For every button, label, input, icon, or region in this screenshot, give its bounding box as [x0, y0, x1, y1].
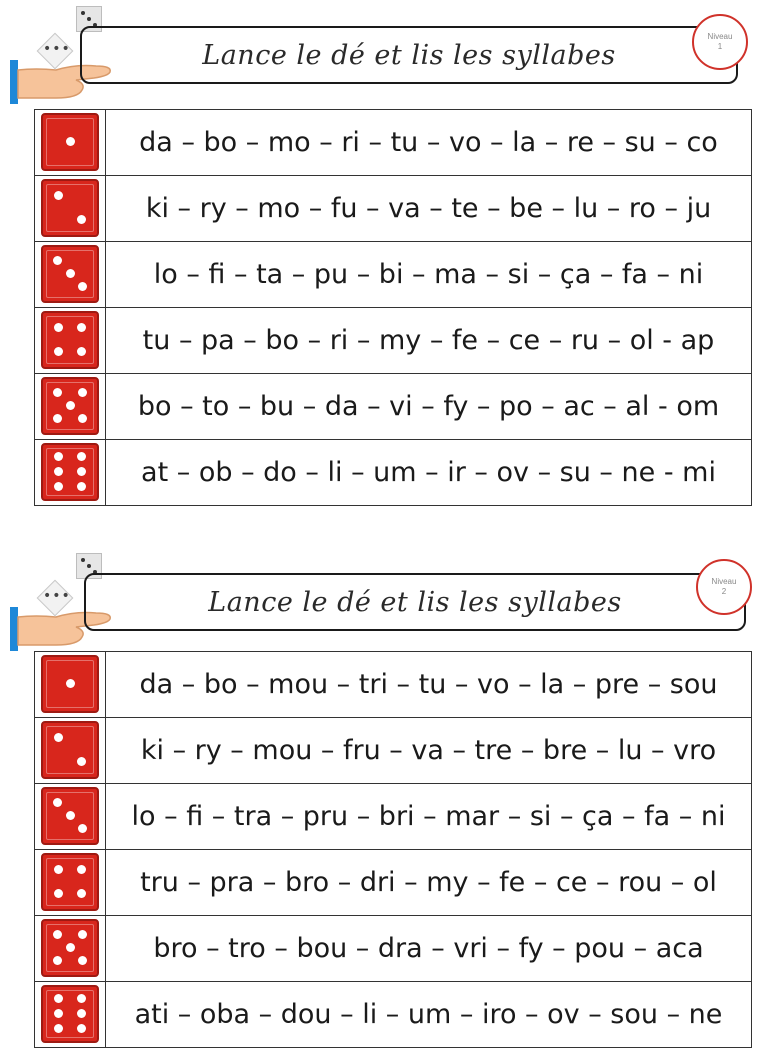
- die-icon: [41, 787, 99, 845]
- die-pip: [78, 282, 87, 291]
- die-pip: [54, 191, 63, 200]
- die-pip: [77, 482, 86, 491]
- die-icon: [41, 919, 99, 977]
- table-row: [35, 374, 752, 440]
- diamond-dots-icon: •••: [43, 588, 71, 604]
- die-cell: [35, 242, 106, 308]
- die-pip: [66, 269, 75, 278]
- die-cell: [35, 652, 106, 718]
- die-pip: [77, 452, 86, 461]
- level-label: Niveau: [711, 577, 737, 586]
- syllable-line: tu – pa – bo – ri – my – fe – ce – ru – ol - ap: [106, 308, 752, 374]
- die-pip: [78, 956, 87, 965]
- die-icon: [41, 655, 99, 713]
- die-pip: [77, 467, 86, 476]
- die-pip: [53, 956, 62, 965]
- table-row: [35, 784, 752, 850]
- die-pip: [77, 994, 86, 1003]
- die-pip: [54, 889, 63, 898]
- die-icon: [41, 377, 99, 435]
- table-row: [35, 440, 752, 506]
- die-cell: [35, 916, 106, 982]
- die-pip: [54, 323, 63, 332]
- syllable-line: da – bo – mo – ri – tu – vo – la – re – su – co: [106, 110, 752, 176]
- die-pip: [54, 1009, 63, 1018]
- die-pip: [77, 889, 86, 898]
- die-pip: [78, 930, 87, 939]
- die-icon: [41, 311, 99, 369]
- die-pip: [54, 467, 63, 476]
- table-row: [35, 916, 752, 982]
- table-row: [35, 110, 752, 176]
- die-pip: [54, 347, 63, 356]
- die-cell: [35, 850, 106, 916]
- syllable-table: [34, 109, 752, 506]
- die-pip: [78, 414, 87, 423]
- die-pip: [66, 811, 75, 820]
- syllable-line: at – ob – do – li – um – ir – ov – su – ne - mi: [106, 440, 752, 506]
- die-pip: [78, 388, 87, 397]
- syllable-line: lo – fi – tra – pru – bri – mar – si – ça – fa – ni: [106, 784, 752, 850]
- die-pip: [77, 865, 86, 874]
- level-badge: [692, 14, 748, 70]
- die-cell: [35, 176, 106, 242]
- syllable-line: ki – ry – mo – fu – va – te – be – lu – ro – ju: [106, 176, 752, 242]
- die-pip: [77, 1024, 86, 1033]
- die-pip: [66, 679, 75, 688]
- die-pip: [77, 347, 86, 356]
- table-row: [35, 242, 752, 308]
- section-header: [0, 0, 768, 100]
- die-icon: [41, 985, 99, 1043]
- die-pip: [54, 994, 63, 1003]
- die-cell: [35, 308, 106, 374]
- title-banner: [80, 26, 738, 84]
- die-cell: [35, 110, 106, 176]
- level-label: Niveau: [707, 32, 733, 41]
- die-pip: [54, 452, 63, 461]
- die-pip: [78, 824, 87, 833]
- title-banner: [84, 573, 746, 631]
- die-pip: [66, 943, 75, 952]
- die-pip: [77, 323, 86, 332]
- die-icon: [41, 443, 99, 501]
- syllable-line: lo – fi – ta – pu – bi – ma – si – ça – fa – ni: [106, 242, 752, 308]
- die-pip: [77, 215, 86, 224]
- syllable-line: ki – ry – mou – fru – va – tre – bre – lu – vro: [106, 718, 752, 784]
- die-cell: [35, 982, 106, 1048]
- die-cell: [35, 440, 106, 506]
- diamond-dots-icon: •••: [43, 41, 71, 57]
- syllable-line: da – bo – mou – tri – tu – vo – la – pre – sou: [106, 652, 752, 718]
- die-pip: [54, 733, 63, 742]
- die-pip: [53, 256, 62, 265]
- die-pip: [53, 930, 62, 939]
- page-title: Lance le dé et lis les syllabes: [202, 39, 616, 71]
- syllable-line: bo – to – bu – da – vi – fy – po – ac – al - om: [106, 374, 752, 440]
- syllable-line: tru – pra – bro – dri – my – fe – ce – rou – ol: [106, 850, 752, 916]
- page-title: Lance le dé et lis les syllabes: [208, 586, 622, 618]
- syllable-table: [34, 651, 752, 1048]
- table-row: [35, 982, 752, 1048]
- die-icon: [41, 179, 99, 237]
- die-pip: [66, 137, 75, 146]
- die-pip: [77, 1009, 86, 1018]
- die-pip: [66, 401, 75, 410]
- die-icon: [41, 721, 99, 779]
- die-pip: [53, 798, 62, 807]
- die-icon: [41, 245, 99, 303]
- die-icon: [41, 113, 99, 171]
- table-row: [35, 652, 752, 718]
- level-number: 2: [721, 587, 727, 596]
- die-cell: [35, 718, 106, 784]
- die-cell: [35, 784, 106, 850]
- table-row: [35, 176, 752, 242]
- die-cell: [35, 374, 106, 440]
- level-number: 1: [717, 42, 723, 51]
- table-row: [35, 718, 752, 784]
- die-icon: [41, 853, 99, 911]
- syllable-line: ati – oba – dou – li – um – iro – ov – sou – ne: [106, 982, 752, 1048]
- die-pip: [54, 482, 63, 491]
- level-badge: [696, 559, 752, 615]
- die-pip: [77, 757, 86, 766]
- die-pip: [53, 388, 62, 397]
- table-row: [35, 308, 752, 374]
- section-header: [0, 545, 768, 645]
- die-pip: [54, 1024, 63, 1033]
- syllable-line: bro – tro – bou – dra – vri – fy – pou – aca: [106, 916, 752, 982]
- die-pip: [54, 865, 63, 874]
- table-row: [35, 850, 752, 916]
- die-pip: [53, 414, 62, 423]
